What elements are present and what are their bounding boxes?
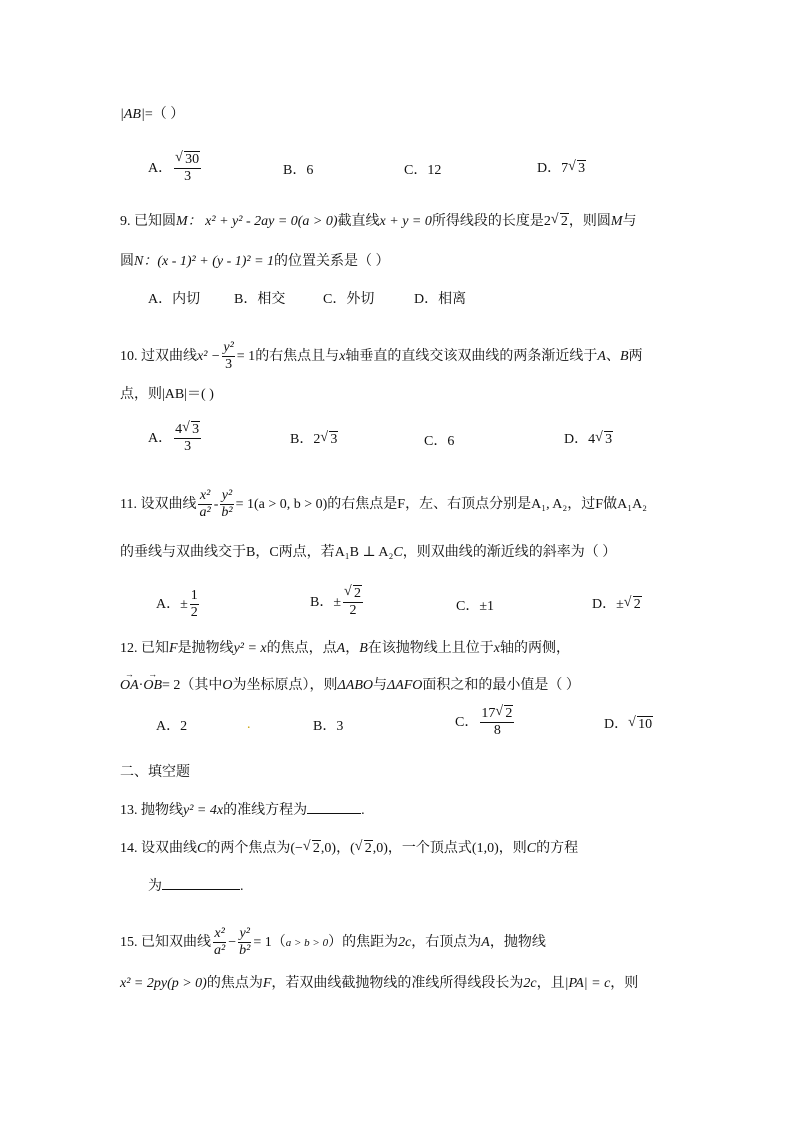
q13-answer-blank[interactable] — [307, 813, 361, 814]
q14-text: ，一个顶点式 — [387, 841, 472, 856]
q10-option-a — [148, 422, 203, 455]
q12-dot: · — [138, 678, 144, 693]
q10-eq: = 1 — [236, 348, 256, 364]
q10-option-d — [564, 433, 613, 447]
q11-cond: A₁B ⊥ A₂ — [334, 545, 394, 560]
q12-o: O — [222, 678, 233, 693]
q9-eq2: x + y = 0 — [379, 214, 432, 229]
q12-d-rad: 10 — [638, 717, 653, 732]
q15-f: F — [262, 976, 272, 991]
q15-2c-b: 2c — [523, 976, 537, 991]
q12-stray-dot: . — [247, 717, 251, 732]
q15-y2: y² — [238, 926, 251, 943]
q8-abs-ab: |AB| — [120, 107, 145, 122]
q8-d-coef: 7 — [561, 161, 569, 176]
q11-b-rad: 2 — [354, 586, 362, 601]
q15-text: 的焦点为 — [206, 976, 263, 991]
q12-vec-ob: → OB — [143, 679, 162, 693]
q14-text: 的两个焦点为 — [206, 841, 291, 856]
q15-minus: − — [228, 934, 237, 950]
q9-len-rad: 2 — [560, 214, 568, 229]
q14-end: . — [240, 879, 244, 894]
q9-option-a: A．内切 — [148, 292, 201, 307]
q11-line1 — [120, 488, 647, 521]
q15-parabola-eq: x² = 2py(p > 0) — [120, 976, 207, 991]
q11-y2: y² — [220, 488, 233, 505]
q10-sep: 、 — [605, 348, 620, 364]
q9-text: 与 — [622, 214, 637, 229]
q12-tri1: ΔABO — [337, 678, 373, 693]
q12-d-label: D． — [604, 717, 629, 732]
q10-d-label: D．4 — [564, 432, 596, 447]
q15-2c: 2c — [398, 934, 412, 950]
q14-line2 — [148, 880, 244, 894]
q11-a-den: 2 — [190, 605, 198, 621]
q9-text: 圆 — [120, 254, 134, 269]
q11-c: C — [393, 545, 403, 560]
q14-r2: 2 — [364, 841, 372, 856]
q11-line2 — [120, 546, 616, 560]
q8-d-label: D． — [537, 161, 562, 176]
q8-a-num: 30 — [185, 152, 200, 167]
q12-eq: y² = x — [233, 641, 267, 656]
q12-c-rad: 2 — [505, 706, 513, 721]
q8-option-c: C．12 — [404, 163, 442, 178]
q14-p1-close: ,0) — [320, 841, 337, 856]
q15-b2: b² — [239, 943, 251, 959]
q11-x2: x² — [198, 488, 211, 505]
q10-b-rad: 3 — [330, 432, 338, 447]
q12-option-b: B．3 — [313, 719, 344, 734]
q15-text: ，且 — [536, 976, 565, 991]
q15-text: ，抛物线 — [489, 934, 546, 950]
q9-option-d: D．相离 — [414, 292, 467, 307]
q10-a-rad: 3 — [192, 422, 200, 437]
q9-text: ，则圆 — [568, 214, 611, 229]
q8-option-b: B．6 — [283, 163, 314, 178]
q14-vertex: (1,0) — [471, 841, 499, 856]
q12-text: 的焦点，点 — [266, 641, 337, 656]
q11-option-c: C．±1 — [456, 599, 495, 614]
q8-option-a — [148, 152, 203, 185]
q15-text: ，右顶点为 — [411, 934, 482, 950]
q13-text: 13. 抛物线 — [120, 803, 183, 818]
q9-n: N： — [134, 254, 158, 269]
q8-option-a-frac — [174, 152, 201, 185]
q8-paren: =（ ） — [144, 107, 185, 122]
q10-line1 — [120, 340, 643, 373]
q12-text: 在该抛物线上且位于 — [367, 641, 494, 656]
q9-len-coef: 2 — [543, 214, 551, 229]
q12-text: 面积之和的最小值是（ ） — [422, 678, 580, 693]
q14-r1: 2 — [312, 841, 320, 856]
q12-line2 — [120, 679, 580, 693]
q9-option-c: C．外切 — [323, 292, 375, 307]
q15-x2: x² — [213, 926, 226, 943]
q15-text: ）的焦距为 — [328, 934, 399, 950]
q10-three: 3 — [225, 357, 233, 373]
q15-text: ，若双曲线截抛物线的准线所得线段长为 — [271, 976, 524, 991]
q8-stem — [120, 108, 184, 122]
q12-a: A — [336, 641, 346, 656]
q11-a-label: A．± — [156, 596, 188, 612]
q12-c-coef: 17 — [481, 706, 496, 721]
q15-text: ，则 — [610, 976, 639, 991]
q8-option-d — [537, 162, 586, 176]
q13-text: 的准线方程为 — [223, 803, 308, 818]
q12-text: = 2（其中 — [162, 678, 223, 693]
q10-frac — [222, 340, 234, 373]
q10-y2: y² — [222, 340, 234, 357]
q9-text: 的位置关系是（ ） — [274, 254, 390, 269]
q11-b2: b² — [221, 505, 233, 521]
q9-m2: M — [610, 214, 623, 229]
q12-text: 与 — [372, 678, 387, 693]
q14-p2-close: ,0) — [372, 841, 388, 856]
q13 — [120, 804, 365, 818]
q9-option-b: B．相交 — [234, 292, 286, 307]
q15-text: 15. 已知双曲线 — [120, 934, 211, 950]
q10-d-rad: 3 — [605, 432, 613, 447]
q9-text: 所得线段的长度是 — [431, 214, 544, 229]
q9-line1 — [120, 215, 637, 229]
q15-a: A — [481, 934, 490, 950]
q11-a2: a² — [199, 505, 211, 521]
q14-text: 为 — [148, 879, 162, 894]
q11-d-label: D．± — [592, 597, 624, 612]
q11-b-den: 2 — [349, 603, 357, 619]
q10-text: 轴垂直的直线交该双曲线的两条渐近线于 — [345, 348, 598, 364]
q9-eq3: (x - 1)² + (y - 1)² = 1 — [157, 254, 275, 269]
q10-a-den: 3 — [184, 439, 192, 455]
q12-option-a: A．2 — [156, 719, 188, 734]
q12-text: 轴的两侧， — [499, 641, 570, 656]
q14-answer-blank[interactable] — [162, 889, 240, 890]
q15-line1 — [120, 926, 546, 959]
q15-pa: |PA| = c — [564, 976, 611, 991]
q14-text: 的方程 — [536, 841, 579, 856]
section-heading-fill-in: 二、填空题 — [120, 765, 190, 780]
q11-text: 的右焦点是F，左、右顶点分别是A₁, A₂，过F做A₁A₂ — [327, 496, 648, 512]
q11-d-rad: 2 — [633, 597, 641, 612]
q10-b-label: B．2 — [290, 432, 321, 447]
q10-text: 的右焦点且与 — [255, 348, 340, 364]
q12-text: ， — [345, 641, 360, 656]
q12-tri2: ΔAFO — [386, 678, 423, 693]
q10-line2: 点，则|AB|＝( ) — [120, 387, 214, 402]
q11-text: 11. 设双曲线 — [120, 496, 197, 512]
q9-text: 截直线 — [337, 214, 380, 229]
q9-line2 — [120, 255, 390, 269]
q11-text: ，则双曲线的渐近线的斜率为（ ） — [402, 545, 617, 560]
q11-option-a — [156, 588, 201, 621]
q11-minus: - — [213, 496, 219, 512]
q10-text: 10. 过双曲线 — [120, 348, 197, 364]
q10-a-label: A． — [148, 430, 173, 446]
q11-eq: = 1(a > 0, b > 0) — [235, 496, 328, 512]
q10-a-coef: 4 — [175, 422, 183, 437]
q14-sep: ， — [336, 841, 351, 856]
q12-f: F — [169, 641, 178, 656]
q10-b: B — [619, 348, 629, 364]
q14-line1 — [120, 842, 578, 856]
q15-a2: a² — [214, 943, 226, 959]
q12-vec-oa: → OA — [120, 679, 139, 693]
q14-text: 14. 设双曲线 — [120, 841, 197, 856]
q12-c-den: 8 — [493, 723, 501, 739]
q14-p2-open: ( — [350, 841, 355, 856]
q11-option-d — [592, 598, 642, 612]
q14-text: ，则 — [498, 841, 527, 856]
q11-text: 的垂线与双曲线交于B，C两点，若 — [120, 545, 335, 560]
q13-end: . — [361, 803, 365, 818]
q10-option-b — [290, 433, 338, 447]
q12-b: B — [359, 641, 368, 656]
q8-option-a-label: A． — [148, 160, 173, 176]
q10-a: A — [597, 348, 606, 364]
q15-line2 — [120, 977, 638, 991]
q15-eq: = 1（ — [253, 934, 286, 950]
q12-text: 12. 已知 — [120, 641, 169, 656]
q12-option-c — [455, 706, 516, 739]
q11-b-label: B．± — [310, 594, 342, 610]
q10-x2: x² − — [197, 348, 221, 364]
q10-x: x — [339, 348, 346, 364]
q10-text: 两 — [628, 348, 643, 364]
q12-text: 为坐标原点），则 — [232, 678, 338, 693]
q15-cond: a > b > 0 — [285, 936, 329, 949]
q12-c-label: C． — [455, 714, 479, 730]
q12-x: x — [493, 641, 500, 656]
q10-option-c: C．6 — [424, 434, 455, 449]
q8-a-den: 3 — [184, 169, 192, 185]
q8-d-rad: 3 — [578, 161, 586, 176]
q12-line1 — [120, 642, 570, 656]
q9-text: 9. 已知圆 — [120, 214, 176, 229]
q14-c2: C — [526, 841, 537, 856]
q11-a-num: 1 — [190, 588, 199, 605]
q14-c: C — [197, 841, 207, 856]
q12-option-d — [604, 718, 653, 732]
q12-text: 是抛物线 — [177, 641, 234, 656]
q9-eq1: x² + y² - 2ay = 0(a > 0) — [205, 214, 338, 229]
q11-option-b — [310, 586, 365, 619]
q14-p1-open: (− — [290, 841, 303, 856]
q9-m: M： — [176, 214, 202, 229]
q13-eq: y² = 4x — [183, 803, 224, 818]
